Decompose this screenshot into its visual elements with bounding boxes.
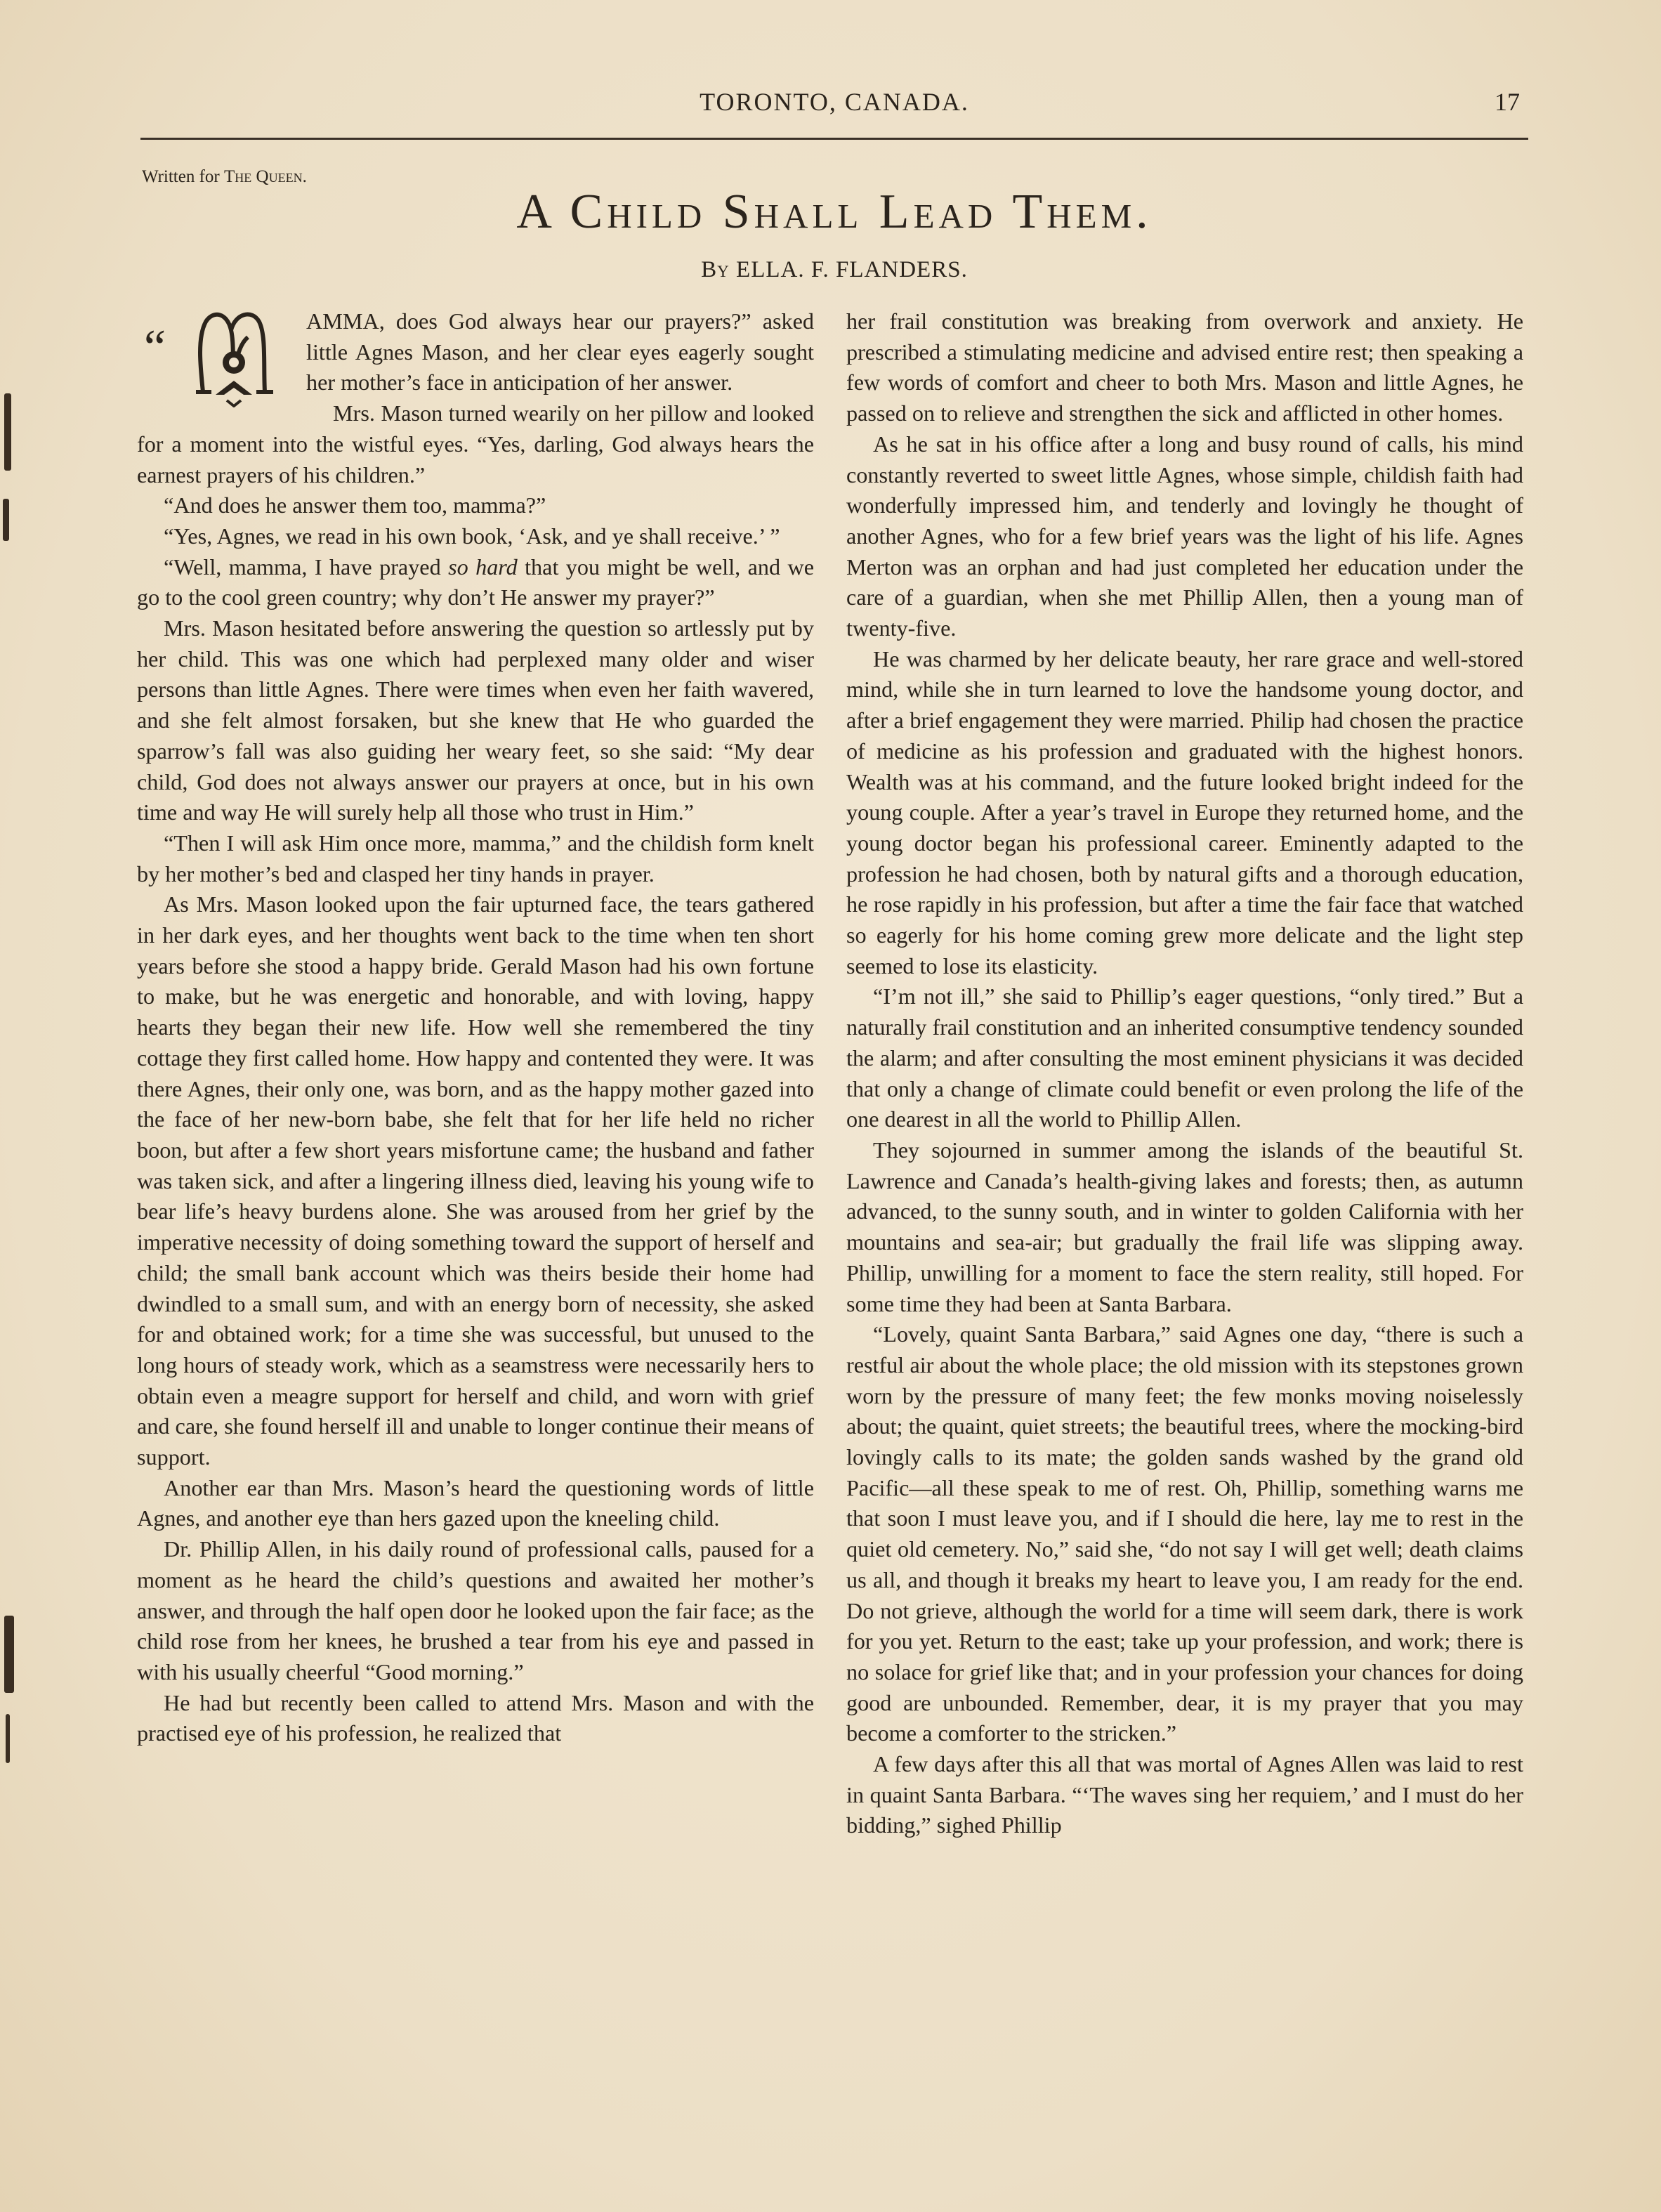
byline-author: ELLA. F. FLANDERS. xyxy=(736,257,968,282)
binding-mark-bottom-2 xyxy=(6,1714,10,1763)
ornamental-m-initial xyxy=(188,302,286,407)
body-paragraph: They sojourned in summer among the islands of the beautiful St. Lawrence and Canada’s health-giving lakes and forests; then, as autumn advanced, to the sunny south, and in winter to golden California with her mountains and sea-air; but gradually the frail life was slipping away. Phillip, unwilling for a moment to face the stern reality, still hoped. For some time they had been at Santa Barbara. xyxy=(846,1137,1523,1316)
binding-mark-middle xyxy=(3,499,9,541)
article-title: A Child Shall Lead Them. xyxy=(516,185,1153,239)
page-number: 17 xyxy=(1495,88,1520,116)
header-rule xyxy=(140,138,1528,140)
ornamental-initial-icon xyxy=(188,302,286,407)
publication-name: The Queen. xyxy=(224,167,307,186)
body-paragraph: Mrs. Mason turned wearily on her pillow and looked for a moment into the wistful eyes. “Yes, darling, God always hears the earnest prayers of his children.” xyxy=(137,400,814,487)
body-paragraph: He had but recently been called to attend Mrs. Mason and with the practised eye of his profession, he realized that xyxy=(137,1689,814,1746)
right-column xyxy=(846,306,1523,1841)
written-for-prefix: Written for xyxy=(142,167,220,186)
body-paragraph: Another ear than Mrs. Mason’s heard the questioning words of little Agnes, and another eye than hers gazed upon the kneeling child. xyxy=(137,1474,814,1531)
body-paragraph: As Mrs. Mason looked upon the fair upturned face, the tears gathered in her dark eyes, and her thoughts went back to the time when ten short years before she stood a happy bride. Gerald Mason had his own fortune to make, but he was energetic and honorable, and with loving, happy hearts they began their new life. How well she remembered the tiny cottage they first called home. How happy and contented they were. It was there Agnes, their only one, was born, and as the happy mother gazed into the face of her new-born babe, she felt that for her life held no richer boon, but after a few short years misfortune came; the husband and father was taken sick, and after a lingering illness died, leaving his young wife to bear life’s heavy burdens alone. She was aroused from her grief by the imperative necessity of doing something toward the support of herself and child; the small bank account which was theirs beside their home had dwindled to a small sum, and with an energy born of necessity, she asked for and obtained work; for a time she was successful, but unused to the long hours of steady work, which as a seamstress were necessarily hers to obtain even a meagre support for herself and child, and worn with grief and care, she found herself ill and unable to longer continue their means of support. xyxy=(137,891,814,1470)
body-paragraph: Dr. Phillip Allen, in his daily round of professional calls, paused for a moment as he heard the child’s questions and awaited her mother’s answer, and through the half open door he looked upon the fair face; as the child rose from her knees, he brushed a tear from his eye and passed in with his usually cheerful “Good morning.” xyxy=(137,1536,814,1684)
running-head xyxy=(140,83,1528,125)
body-paragraph: A few days after this all that was mortal of Agnes Allen was laid to rest in quaint Santa Barbara. “‘The waves sing her requiem,’ and I must do her bidding,” sighed Phillip xyxy=(846,1751,1523,1838)
left-column xyxy=(137,306,814,1749)
body-paragraph: “Lovely, quaint Santa Barbara,” said Agnes one day, “there is such a restful air about the whole place; the old mission with its stepstones grown worn by the pressure of many feet; the few monks moving noiselessly about; the quaint, quiet streets; the beautiful trees, where the mocking-bird lovingly calls to its mate; the golden sands washed by the grand old Pacific—all these speak to me of rest. Oh, Phillip, something warns me that soon I must leave you, and if I should die here, lay me to rest in the quiet old cemetery. No,” said she, “do not say I will get well; death claims us all, and though it breaks my heart to leave you, I am ready for the end. Do not grieve, although the world for a time will seem dark, there is work for you yet. Return to the east; take up your profession, and work; there is no solace for grief like that; and in your profession your chances for doing good are unbounded. Remember, dear, it is my prayer that you may become a comforter to the stricken.” xyxy=(846,1321,1523,1746)
continued-paragraph: her frail constitution was breaking from overwork and anxiety. He prescribed a stimulating medicine and advised entire rest; then speaking a few words of comfort and cheer to both Mrs. Mason and little Agnes, he passed on to relieve and strengthen the sick and afflicted in other homes. xyxy=(846,308,1523,426)
body-paragraph: “Well, mamma, I have prayed so hard that you might be well, and we go to the cool green country; why don’t He answer my prayer?” xyxy=(137,554,814,610)
body-paragraph: As he sat in his office after a long and busy round of calls, his mind constantly reverted to sweet little Agnes, whose simple, childish faith had wonderfully impressed him, and tenderly and lovingly he thought of another Agnes, who for a few brief years was the light of his life. Agnes Merton was an orphan and had just completed her education under the care of a guardian, when she met Phillip Allen, then a young man of twenty-five. xyxy=(846,431,1523,641)
byline xyxy=(140,257,1528,283)
emphasis-text: so hard xyxy=(448,554,518,580)
body-paragraph: Mrs. Mason hesitated before answering the question so artlessly put by her child. This was one which had perplexed many older and wiser persons than little Agnes. There were times when even her faith wavered, and she felt almost forsaken, but she knew that He who guarded the sparrow’s fall was also guiding her weary feet, so she said: “My dear child, God does not always answer our prayers at once, but in his own time and way He will surely help all those who trust in Him.” xyxy=(137,615,814,825)
drop-cap-quote: “ xyxy=(144,320,166,374)
left-paragraphs xyxy=(137,398,814,1749)
body-paragraph: He was charmed by her delicate beauty, her rare grace and well-stored mind, while she in turn learned to love the handsome young doctor, and after a brief engagement they were married. Philip had chosen the practice of medicine as his profession and graduated with the highest honors. Wealth was at his command, and the future looked bright indeed for the young couple. After a year’s travel in Europe they returned home, and the young doctor began his professional career. Eminently adapted to the profession he had chosen, both by natural gifts and a thorough education, he rose rapidly in his profession, but after a time the fair face that watched so eagerly for his home coming grew more delicate and the light step seemed to lose its elasticity. xyxy=(846,646,1523,979)
body-paragraph: “Yes, Agnes, we read in his own book, ‘Ask, and ye shall receive.’ ” xyxy=(164,523,780,549)
body-paragraph: “I’m not ill,” she said to Phillip’s eager questions, “only tired.” But a naturally frail constitution and an inherited consumptive tendency sounded the alarm; and after consulting the most eminent physicians it was decided that only a change of climate could benefit or even prolong the life of the one dearest in all the world to Phillip Allen. xyxy=(846,983,1523,1132)
body-paragraph: “And does he answer them too, mamma?” xyxy=(164,492,546,518)
running-title: TORONTO, CANADA. xyxy=(700,88,969,116)
body-paragraph: “Then I will ask Him once more, mamma,” and the childish form knelt by her mother’s bed and clasped her tiny hands in prayer. xyxy=(137,830,814,886)
drop-cap xyxy=(137,306,302,426)
byline-prefix: By xyxy=(701,257,730,282)
opening-paragraph-text: AMMA, does God always hear our prayers?” asked little Agnes Mason, and her clear eyes eagerly sought her mother’s face in anticipation of her answer. xyxy=(306,308,814,395)
right-paragraphs xyxy=(846,429,1523,1841)
binding-mark-bottom xyxy=(4,1616,14,1693)
opening-paragraph xyxy=(137,306,814,398)
binding-mark-top xyxy=(4,393,11,471)
